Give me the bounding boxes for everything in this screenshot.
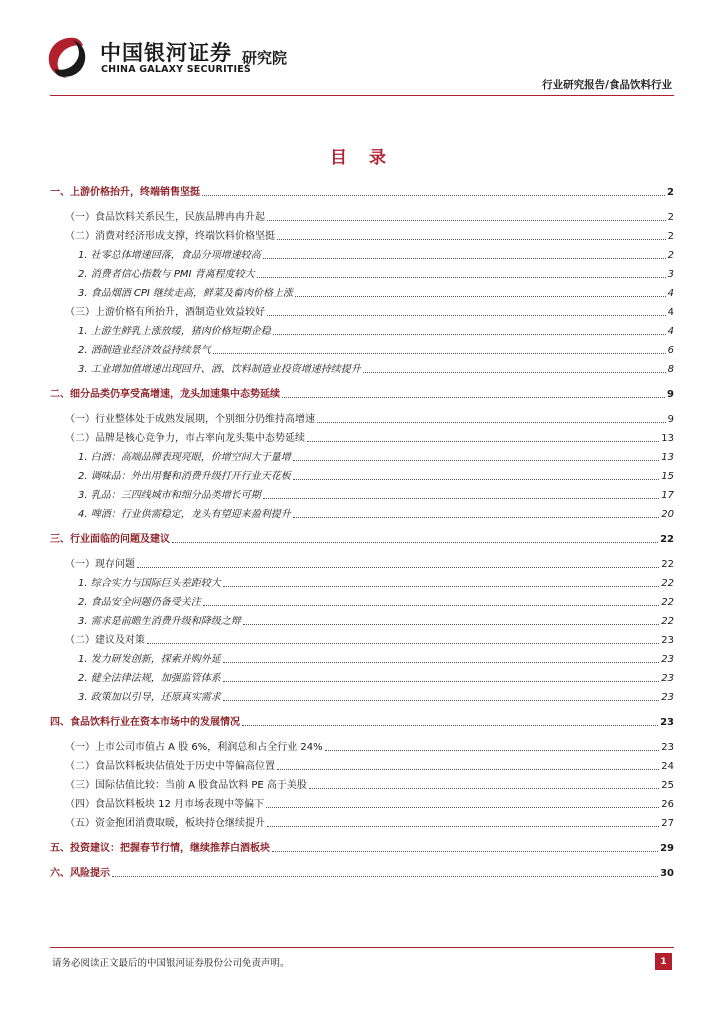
toc-leader-dots: [277, 239, 666, 240]
toc-entry-page: 24: [661, 761, 674, 772]
toc-entry-label: （一）行业整体处于成熟发展期，个别细分仍维持高增速: [65, 414, 315, 425]
footer-disclaimer: 请务必阅读正文最后的中国银河证券股份公司免责声明。: [52, 958, 290, 969]
toc-leader-dots: [263, 258, 666, 259]
toc-leader-dots: [293, 460, 660, 461]
toc-entry-label: 3. 工业增加值增速出现回升、酒、饮料制造业投资增速持续提升: [78, 364, 361, 375]
toc-leader-dots: [267, 220, 666, 221]
toc-leader-dots: [223, 681, 660, 682]
toc-leader-dots: [242, 725, 658, 726]
toc-entry[interactable]: [50, 862, 674, 880]
toc-entry[interactable]: [50, 225, 674, 243]
toc-leader-dots: [213, 353, 666, 354]
toc-entry[interactable]: [50, 711, 674, 729]
toc-entry-page: 2: [667, 231, 674, 242]
toc-entry-page: 22: [661, 597, 674, 608]
toc-entry-label: （一）食品饮料关系民生，民族品牌冉冉升起: [65, 212, 265, 223]
toc-entry-page: 4: [667, 326, 674, 337]
toc-entry[interactable]: [50, 358, 674, 376]
toc-entry-page: 8: [667, 364, 674, 375]
toc-leader-dots: [317, 422, 666, 423]
header-divider: [50, 95, 674, 96]
toc-entry[interactable]: [50, 427, 674, 445]
toc-entry-label: 3. 乳品：三四线城市和细分品类增长可期: [78, 490, 261, 501]
toc-entry-label: 三、行业面临的问题及建议: [50, 534, 170, 545]
toc-entry-label: （二）食品饮料板块估值处于历史中等偏高位置: [65, 761, 275, 772]
toc-title: 目 录: [330, 148, 394, 168]
toc-entry-page: 22: [661, 578, 674, 589]
toc-entry[interactable]: [50, 837, 674, 855]
toc-entry-label: 二、细分品类仍享受高增速，龙头加速集中态势延续: [50, 389, 280, 400]
toc-entry-page: 9: [667, 414, 674, 425]
toc-leader-dots: [257, 277, 666, 278]
toc-entry-label: 2. 消费者信心指数与 PMI 背离程度较大: [78, 269, 255, 280]
toc-entry[interactable]: [50, 793, 674, 811]
toc-entry-page: 29: [660, 843, 674, 854]
toc-entry[interactable]: [50, 282, 674, 300]
toc-entry[interactable]: [50, 408, 674, 426]
toc-leader-dots: [263, 498, 660, 499]
toc-leader-dots: [267, 315, 666, 316]
toc-entry-page: 4: [667, 307, 674, 318]
toc-leader-dots: [243, 624, 660, 625]
toc-entry[interactable]: [50, 686, 674, 704]
page-header: [0, 0, 724, 100]
footer-divider: [50, 947, 674, 948]
toc-leader-dots: [203, 605, 660, 606]
toc-leader-dots: [266, 807, 659, 808]
toc-entry-label: 2. 酒制造业经济效益持续景气: [78, 345, 211, 356]
toc-entry-page: 3: [667, 269, 674, 280]
toc-entry-page: 20: [661, 509, 674, 520]
toc-entry-label: 五、投资建议：把握春节行情，继续推荐白酒板块: [50, 843, 270, 854]
toc-leader-dots: [137, 567, 659, 568]
toc-entry[interactable]: [50, 591, 674, 609]
toc-entry[interactable]: [50, 610, 674, 628]
toc-entry-page: 22: [661, 559, 674, 570]
toc-entry-page: 23: [661, 742, 674, 753]
toc-entry-page: 23: [660, 717, 674, 728]
toc-entry-page: 23: [661, 673, 674, 684]
toc-entry-label: 1. 社零总体增速回落，食品分项增速较高: [78, 250, 261, 261]
toc-entry-page: 4: [667, 288, 674, 299]
toc-entry[interactable]: [50, 667, 674, 685]
toc-entry-page: 27: [661, 818, 674, 829]
toc-entry-page: 13: [661, 433, 674, 444]
toc-leader-dots: [223, 662, 660, 663]
toc-leader-dots: [112, 876, 658, 877]
toc-leader-dots: [147, 643, 659, 644]
toc-entry[interactable]: [50, 320, 674, 338]
toc-entry[interactable]: [50, 736, 674, 754]
toc-leader-dots: [363, 372, 666, 373]
toc-entry[interactable]: [50, 572, 674, 590]
toc-entry[interactable]: [50, 755, 674, 773]
toc-leader-dots: [272, 851, 658, 852]
toc-entry-label: （三）国际估值比较：当前 A 股食品饮料 PE 高于美股: [65, 780, 307, 791]
toc-entry-label: 3. 食品烟酒 CPI 继续走高，鲜菜及畜肉价格上涨: [78, 288, 294, 299]
toc-entry-page: 13: [661, 452, 674, 463]
brand-name-cn: 中国银河证券: [100, 41, 232, 65]
toc-entry[interactable]: [50, 774, 674, 792]
toc-entry[interactable]: [50, 301, 674, 319]
brand-institute: 研究院: [242, 49, 288, 67]
toc-entry[interactable]: [50, 629, 674, 647]
toc-entry-label: 1. 综合实力与国际巨头差距较大: [78, 578, 221, 589]
toc-leader-dots: [295, 296, 666, 297]
toc-leader-dots: [223, 700, 660, 701]
toc-leader-dots: [293, 479, 660, 480]
toc-entry-page: 22: [661, 616, 674, 627]
toc-entry[interactable]: [50, 263, 674, 281]
toc-entry-page: 2: [667, 212, 674, 223]
toc-entry-label: 1. 上游生鲜乳上涨放缓，猪肉价格短期企稳: [78, 326, 271, 337]
toc-entry[interactable]: [50, 484, 674, 502]
toc-entry[interactable]: [50, 339, 674, 357]
toc-entry-label: （三）上游价格有所抬升，酒制造业效益较好: [65, 307, 265, 318]
galaxy-logo-icon: [45, 34, 89, 80]
toc-entry-page: 23: [661, 654, 674, 665]
toc-entry[interactable]: [50, 244, 674, 262]
toc-entry-label: 1. 白酒：高端品牌表现亮眼，价增空间大于量增: [78, 452, 291, 463]
toc-leader-dots: [293, 517, 660, 518]
toc-entry[interactable]: [50, 446, 674, 464]
toc-entry-page: 15: [661, 471, 674, 482]
toc-entry-label: （二）品牌是核心竞争力，市占率向龙头集中态势延续: [65, 433, 305, 444]
toc-entry[interactable]: [50, 812, 674, 830]
toc-entry-label: （一）上市公司市值占 A 股 6%，利润总和占全行业 24%: [65, 742, 323, 753]
toc-entry-label: （一）现存问题: [65, 559, 135, 570]
toc-entry-page: 23: [661, 635, 674, 646]
toc-entry-page: 26: [661, 799, 674, 810]
brand-name-en: CHINA GALAXY SECURITIES: [101, 64, 251, 75]
toc-leader-dots: [273, 334, 666, 335]
toc-entry[interactable]: [50, 553, 674, 571]
toc-entry-page: 17: [661, 490, 674, 501]
toc-entry-page: 25: [661, 780, 674, 791]
toc-entry-page: 22: [660, 534, 674, 545]
toc-entry-label: （五）资金抱团消费取暖，板块持仓继续提升: [65, 818, 265, 829]
toc-entry-label: 2. 调味品：外出用餐和消费升级打开行业天花板: [78, 471, 291, 482]
toc-leader-dots: [172, 542, 658, 543]
toc-entry-label: 六、风险提示: [50, 868, 110, 879]
toc-entry-label: 3. 需求是前瞻生消费升级和降级之辩: [78, 616, 241, 627]
toc-entry[interactable]: [50, 206, 674, 224]
report-type: 行业研究报告/食品饮料行业: [542, 79, 672, 91]
toc-leader-dots: [267, 826, 659, 827]
toc-leader-dots: [325, 750, 660, 751]
toc-entry-page: 2: [667, 187, 674, 198]
page-number: 1: [655, 953, 672, 970]
toc-entry-label: （二）建议及对策: [65, 635, 145, 646]
toc-entry-label: 一、上游价格抬升，终端销售坚挺: [50, 187, 200, 198]
toc-entry[interactable]: [50, 181, 674, 199]
toc-entry[interactable]: [50, 465, 674, 483]
toc-leader-dots: [309, 788, 659, 789]
toc-entry[interactable]: [50, 648, 674, 666]
toc-entry-label: 1. 发力研发创新，探索并购外延: [78, 654, 221, 665]
toc-entry[interactable]: [50, 503, 674, 521]
toc-entry-page: 9: [667, 389, 674, 400]
toc-entry-page: 30: [660, 868, 674, 879]
toc-leader-dots: [202, 195, 665, 196]
toc-entry[interactable]: [50, 383, 674, 401]
toc-entry-page: 6: [667, 345, 674, 356]
toc-entry-label: 2. 食品安全问题仍备受关注: [78, 597, 201, 608]
toc-leader-dots: [307, 441, 659, 442]
toc-leader-dots: [277, 769, 659, 770]
toc-leader-dots: [223, 586, 660, 587]
toc-entry-label: 2. 健全法律法规，加强监管体系: [78, 673, 221, 684]
toc-leader-dots: [282, 397, 665, 398]
toc-entry-page: 23: [661, 692, 674, 703]
toc-entry-label: 四、食品饮料行业在资本市场中的发展情况: [50, 717, 240, 728]
toc-entry-label: 4. 啤酒：行业供需稳定，龙头有望迎来盈利提升: [78, 509, 291, 520]
toc-entry-label: （四）食品饮料板块 12 月市场表现中等偏下: [65, 799, 265, 810]
toc-entry-page: 2: [667, 250, 674, 261]
toc-entry-label: 3. 政策加以引导，还原真实需求: [78, 692, 221, 703]
toc-entry-label: （二）消费对经济形成支撑，终端饮料价格坚挺: [65, 231, 275, 242]
toc-entry[interactable]: [50, 528, 674, 546]
